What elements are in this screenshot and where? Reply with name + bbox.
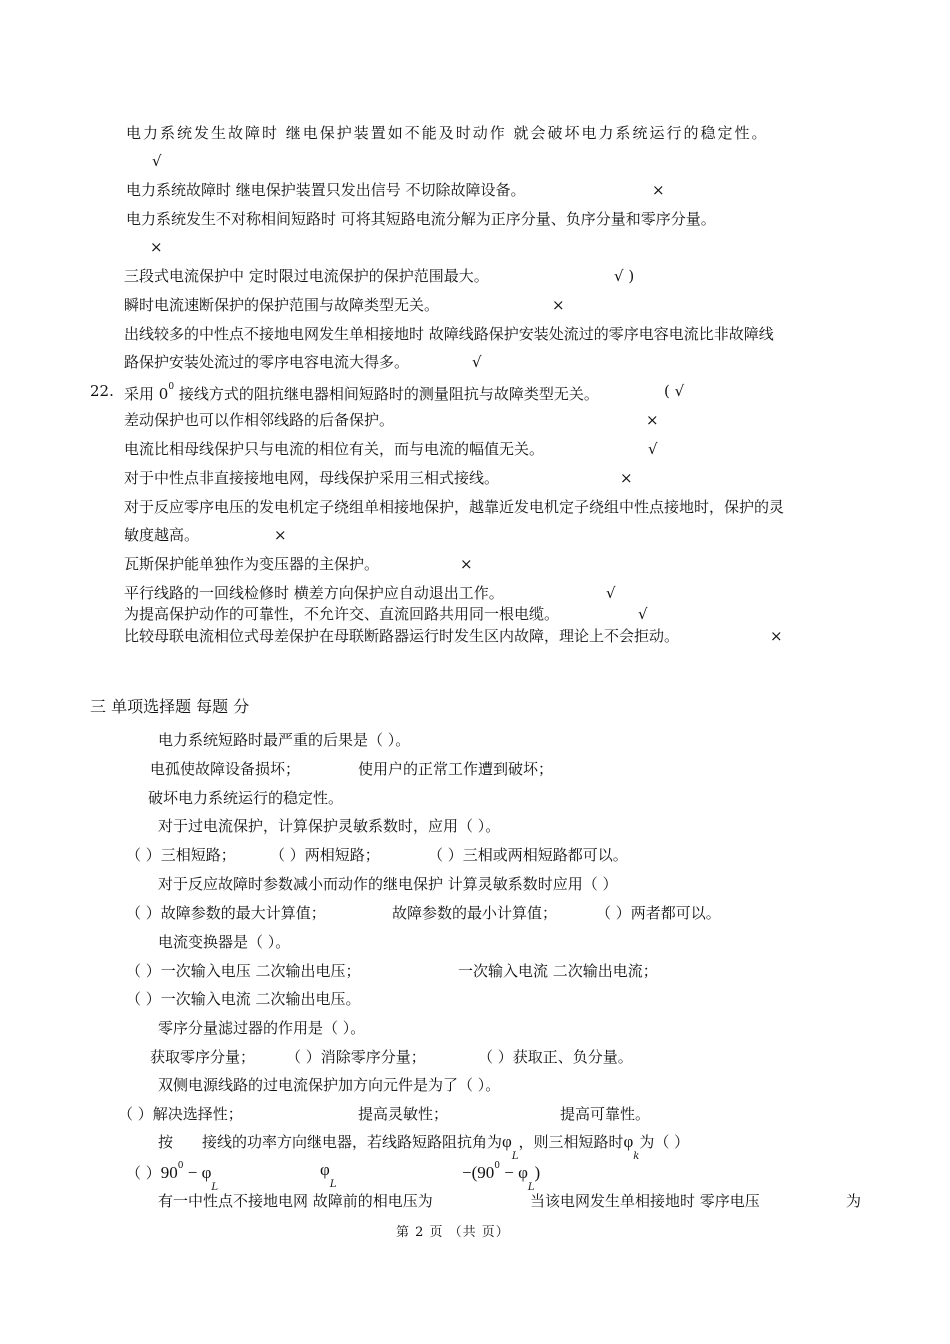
judge-item-14: 为提高保护动作的可靠性，不允许交、直流回路共用同一根电缆。 (124, 605, 560, 623)
choice-q4-option-b: 一次输入电流 二次输出电流； (458, 962, 658, 980)
choice-q2: 对于过电流保护，计算保护灵敏系数时，应用（ ）。 (158, 817, 501, 835)
judge-mark-1: √ (152, 152, 162, 170)
choice-q5-option-b: （ ）消除零序分量； (286, 1048, 426, 1066)
judge-item-2: 电力系统故障时 继电保护装置只发出信号 不切除故障设备。 (126, 181, 526, 199)
choice-q5-option-a: 获取零序分量； (150, 1048, 256, 1066)
choice-q4-option-a: （ ）一次输入电压 二次输出电压； (126, 962, 361, 980)
judge-mark-14: √ (638, 605, 648, 623)
choice-q8-part-2: 当该电网发生单相接地时 零序电压 (530, 1192, 760, 1210)
judge-item-8: 差动保护也可以作相邻线路的后备保护。 (124, 411, 395, 429)
judge-mark-2: × (652, 181, 665, 199)
judge-item-11: 对于反应零序电压的发电机定子绕组单相接地保护，越靠近发电机定子绕组中性点接地时，保护的灵 (124, 498, 785, 516)
judge-mark-6: √ (472, 353, 482, 371)
choice-q4: 电流变换器是（ ）。 (158, 933, 291, 951)
choice-q5: 零序分量滤过器的作用是（ ）。 (158, 1019, 366, 1037)
choice-q3: 对于反应故障时参数减小而动作的继电保护 计算灵敏系数时应用（ ） (158, 875, 618, 893)
phi-l-symbol: φ (502, 1132, 512, 1151)
choice-q7-option-a: （ ）$90^0 - \varphi_L$ (126, 1161, 219, 1193)
choice-q4-option-c: （ ）一次输入电流 二次输出电压。 (126, 990, 361, 1008)
judge-mark-13: √ (606, 584, 616, 602)
choice-q3-option-b: 故障参数的最小计算值； (392, 904, 558, 922)
choice-q8-part-3: 为 (846, 1192, 862, 1210)
judge-item-3: 电力系统发生不对称相间短路时 可将其短路电流分解为正序分量、负序分量和零序分量。 (126, 210, 716, 228)
choice-q7-option-c: $-(90^0 - \varphi_L)$ (462, 1161, 541, 1193)
judge-mark-3: × (150, 238, 163, 256)
judge-item-6: 出线较多的中性点不接地电网发生单相接地时 故障线路保护安装处流过的零序电容电流比非故障线 (124, 325, 774, 343)
item-number-22: 22. (90, 382, 114, 400)
choice-q5-option-c: （ ）获取正、负分量。 (478, 1048, 633, 1066)
judge-item-6-cont: 路保护安装处流过的零序电容电流大得多。 (124, 353, 410, 371)
judge-mark-8: × (646, 411, 659, 429)
phi-k-symbol: φ (623, 1132, 634, 1151)
judge-item-7: 采用 $0^0$ 接线方式的阻抗继电器相间短路时的测量阻抗与故障类型无关。 (124, 382, 599, 403)
choice-q3-option-a: （ ）故障参数的最大计算值； (126, 904, 326, 922)
judge-item-5: 瞬时电流速断保护的保护范围与故障类型无关。 (124, 296, 440, 314)
choice-q1: 电力系统短路时最严重的后果是（ ）。 (158, 731, 411, 749)
judge-mark-10: × (620, 469, 633, 487)
choice-q6-option-a: （ ）解决选择性； (118, 1105, 243, 1123)
judge-mark-5: × (552, 296, 565, 314)
choice-q1-option-a: 电孤使故障设备损坏； (150, 760, 301, 778)
choice-q2-option-b: （ ）两相短路； (270, 846, 380, 864)
choice-q7: 接线的功率方向继电器，若线路短路阻抗角为$\varphi_L$，则三相短路时$\varphi_k$为（ ） (202, 1132, 690, 1162)
judge-item-9: 电流比相母线保护只与电流的相位有关，而与电流的幅值无关。 (124, 440, 545, 458)
choice-q1-option-b: 使用户的正常工作遭到破坏； (358, 760, 554, 778)
choice-q3-option-c: （ ）两者都可以。 (596, 904, 721, 922)
judge-mark-15: × (770, 627, 783, 645)
judge-item-13: 平行线路的一回线检修时 横差方向保护应自动退出工作。 (124, 584, 504, 602)
choice-q2-option-c: （ ）三相或两相短路都可以。 (428, 846, 628, 864)
choice-q8-part-1: 有一中性点不接地电网 故障前的相电压为 (158, 1192, 433, 1210)
judge-item-12: 瓦斯保护能单独作为变压器的主保护。 (124, 555, 380, 573)
page-footer: 第 2 页 （共 页） (396, 1225, 510, 1240)
judge-item-15: 比较母联电流相位式母差保护在母联断路器运行时发生区内故障，理论上不会拒动。 (124, 627, 680, 645)
choice-q7-prefix: 按 (158, 1133, 174, 1151)
judge-mark-7: ( √ (664, 382, 685, 400)
judge-item-10: 对于中性点非直接接地电网，母线保护采用三相式接线。 (124, 469, 500, 487)
judge-mark-9: √ (648, 440, 658, 458)
choice-q6-option-b: 提高灵敏性； (358, 1105, 449, 1123)
judge-mark-12: × (460, 555, 473, 573)
choice-q7-option-b: $\varphi_L$ (320, 1160, 337, 1190)
judge-item-1: 电力系统发生故障时 继电保护装置如不能及时动作 就会破坏电力系统运行的稳定性。 (126, 124, 769, 142)
judge-item-4: 三段式电流保护中 定时限过电流保护的保护范围最大。 (124, 267, 489, 285)
choice-q2-option-a: （ ）三相短路； (126, 846, 236, 864)
judge-mark-4: √ ) (614, 267, 635, 285)
section-3-heading: 三 单项选择题 每题 分 (90, 697, 250, 716)
choice-q6-option-c: 提高可靠性。 (560, 1105, 651, 1123)
judge-mark-11: × (274, 526, 287, 544)
choice-q6: 双侧电源线路的过电流保护加方向元件是为了（ ）。 (158, 1076, 501, 1094)
judge-item-11-cont: 敏度越高。 (124, 526, 200, 544)
choice-q1-option-c: 破坏电力系统运行的稳定性。 (148, 789, 344, 807)
